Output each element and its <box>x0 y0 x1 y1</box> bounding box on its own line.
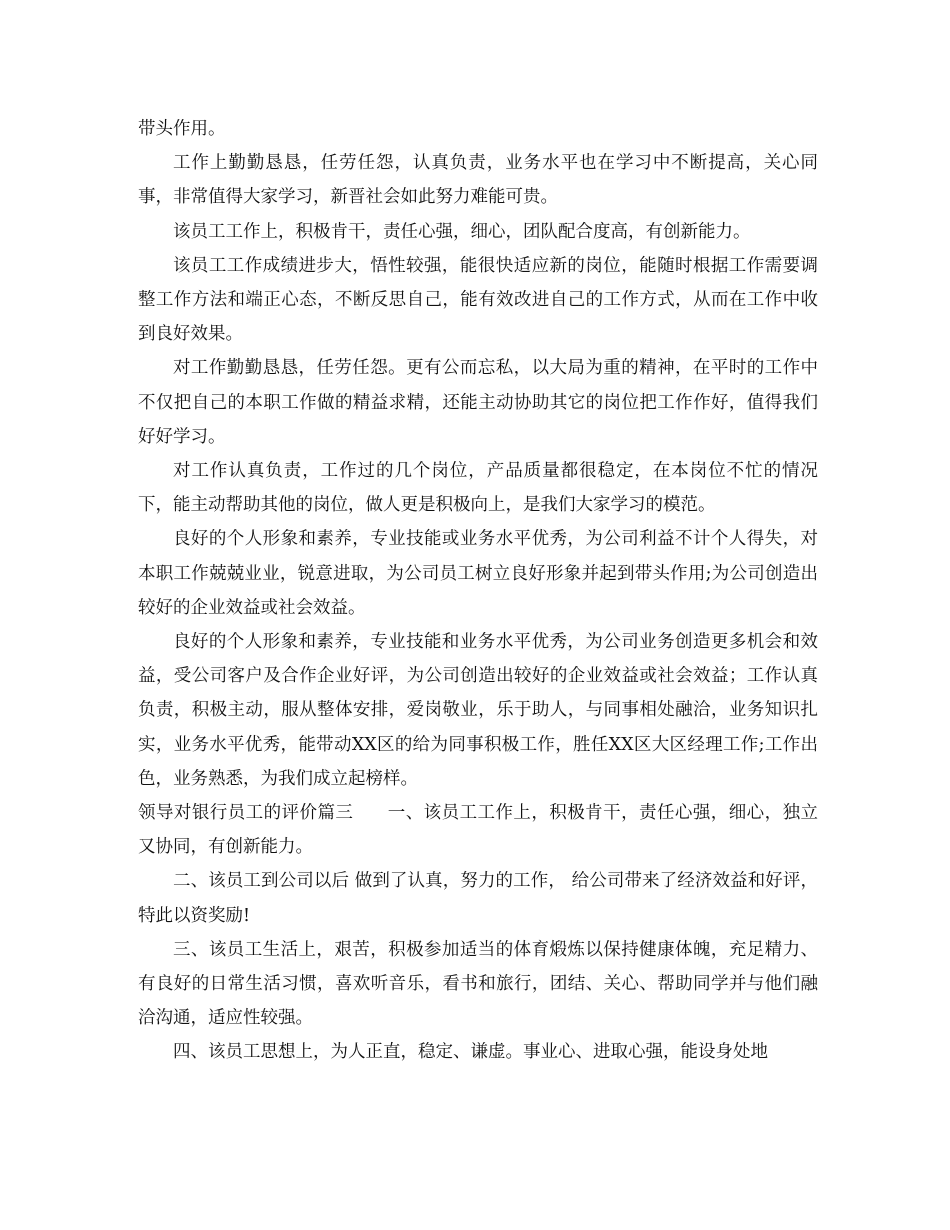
paragraph-2: 工作上勤勤恳恳，任劳任怨，认真负责，业务水平也在学习中不断提高，关心同事，非常值得大家学习，新晋社会如此努力难能可贵。 <box>138 153 818 208</box>
document-body <box>138 112 818 1070</box>
paragraph-5: 对工作勤勤恳恳，任劳任怨。更有公而忘私，以大局为重的精神，在平时的工作中不仅把自己的本职工作做的精益求精，还能主动协助其它的岗位把工作作好，值得我们好好学习。 <box>138 358 818 447</box>
section-first-item: 一、该员工工作上，积极肯干，责任心强，细心，独立又协同，有创新能力。 <box>138 803 819 858</box>
paragraph-8: 良好的个人形象和素养，专业技能和业务水平优秀，为公司业务创造更多机会和效益，受公司客户及合作企业好评，为公司创造出较好的企业效益或社会效益；工作认真负责，积极主动，服从整体安排，爱岗敬业，乐于助人，与同事相处融洽，业务知识扎实，业务水平优秀，能带动XX区的给为同事积极工作，胜任XX区大区经理工作;工作出色，业务熟悉，为我们成立起榜样。 <box>138 632 818 789</box>
paragraph-6: 对工作认真负责，工作过的几个岗位，产品质量都很稳定，在本岗位不忙的情况下，能主动帮助其他的岗位，做人更是积极向上，是我们大家学习的模范。 <box>138 461 818 516</box>
section-line <box>138 796 818 864</box>
paragraph-7: 良好的个人形象和素养，专业技能或业务水平优秀，为公司利益不计个人得失，对本职工作兢兢业业，锐意进取，为公司员工树立良好形象并起到带头作用;为公司创造出较好的企业效益或社会效益。 <box>138 529 818 618</box>
item-4: 四、该员工思想上，为人正直，稳定、谦虚。事业心、进取心强，能设身处地 <box>173 1042 768 1063</box>
paragraph-1: 带头作用。 <box>138 119 226 139</box>
paragraph-3: 该员工工作上，积极肯干，责任心强，细心，团队配合度高，有创新能力。 <box>173 221 751 242</box>
paragraph-4: 该员工工作成绩进步大，悟性较强，能很快适应新的岗位，能随时根据工作需要调整工作方法和端正心态，不断反思自己，能有效改进自己的工作方式，从而在工作中收到良好效果。 <box>138 255 818 345</box>
item-3: 三、该员工生活上，艰苦，积极参加适当的体育煅炼以保持健康体魄，充足精力、有良好的日常生活习惯，喜欢听音乐，看书和旅行，团结、关心、帮助同学并与他们融洽沟通，适应性较强。 <box>138 939 818 1029</box>
item-2: 二、该员工到公司以后 做到了认真，努力的工作， 给公司带来了经济效益和好评，特此以资奖励! <box>138 871 818 926</box>
section-heading: 领导对银行员工的评价篇三 <box>138 803 354 824</box>
